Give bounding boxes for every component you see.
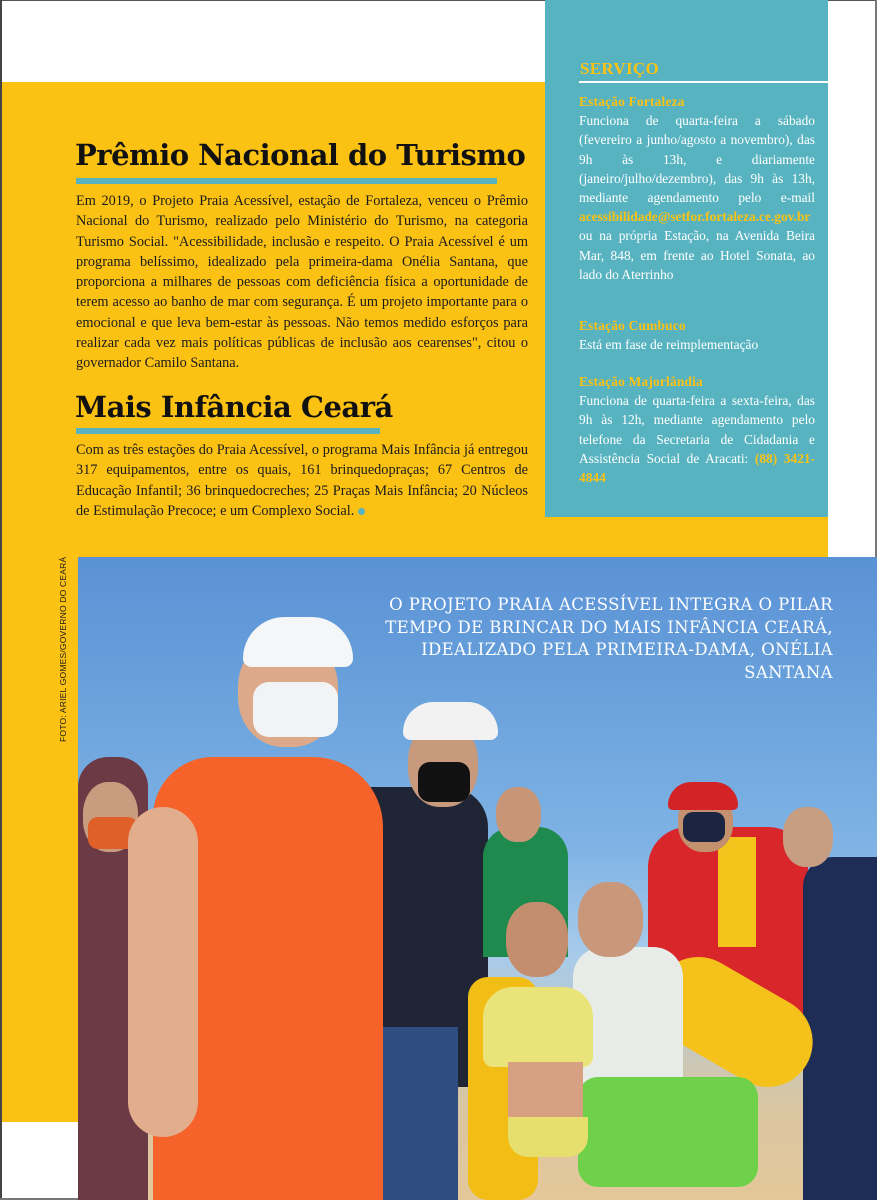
section-title-mais-infancia: Mais Infância Ceará xyxy=(75,390,393,424)
beach-photo xyxy=(78,557,877,1200)
station-text: Está em fase de reimplementação xyxy=(579,337,759,353)
man-jeans xyxy=(378,1027,458,1200)
station-fortaleza xyxy=(579,92,815,284)
girl-swimsuit-top xyxy=(483,987,593,1067)
man-cap xyxy=(403,702,498,740)
wheelchair-user-face xyxy=(578,882,643,957)
station-text: ou na própria Estação, na Avenida Beira Mar, 848, em frente ao Hotel Sonata, ao lado do Aterrinho xyxy=(579,228,815,282)
phone-number: (88) 3421-4844 xyxy=(579,450,816,486)
title-underline xyxy=(76,178,497,184)
spectator-right-face xyxy=(783,807,833,867)
girl-torso xyxy=(508,1062,583,1122)
station-name: Estação Majorlândia xyxy=(579,374,703,389)
girl-face xyxy=(506,902,568,977)
servico-title: SERVIÇO xyxy=(580,59,659,78)
station-majorlandia xyxy=(579,372,815,487)
email-link[interactable]: acessibilidade@setfor.fortaleza.ce.gov.br xyxy=(579,209,811,225)
servico-divider xyxy=(579,81,828,83)
girl-swimsuit-bottom xyxy=(508,1117,588,1157)
woman-arm xyxy=(128,807,198,1137)
woman-white-mask xyxy=(253,682,338,737)
lifeguard-red-cap xyxy=(668,782,738,810)
section-body-premio: Em 2019, o Projeto Praia Acessível, estação de Fortaleza, venceu o Prêmio Nacional do Turismo, realizado pelo Ministério do Turismo, na categoria Turismo Social. "Acessibilidade, inclusão e respeito. O Praia Acessível é um programa belíssimo, idealizado pela primeira-dama Onélia Santana, que proporciona a milhares de pessoas com deficiência física a oportunidade de terem acesso ao banho de mar com segurança. É um projeto importante para o emocional e que leva bem-estar às pessoas. Não temos medido esforços para realizar cada vez mais políticas públicas de inclusão aos cearenses", citou o governador Camilo Santana. xyxy=(76,193,528,372)
woman-white-cap xyxy=(243,617,353,667)
station-name: Estação Fortaleza xyxy=(579,94,685,109)
lifeguard-mask xyxy=(683,812,725,842)
photo-credit: FOTO: ARIEL GOMES/GOVERNO DO CEARÁ xyxy=(58,556,68,742)
section-body-mais-infancia xyxy=(76,440,528,521)
station-text: Funciona de quarta-feira a sábado (fevereiro a junho/agosto a novembro), das 9h às 13h, e diariamente (janeiro/julho/dezembro), das 9h às 13h, mediante agendamento pelo e-mail xyxy=(579,113,815,206)
photo-caption: O PROJETO PRAIA ACESSÍVEL INTEGRA O PILAR TEMPO DE BRINCAR DO MAIS INFÂNCIA CEARÁ, IDEALIZADO PELA PRIMEIRA-DAMA, ONÉLIA SANTANA xyxy=(385,595,833,682)
station-cumbuco xyxy=(579,316,815,354)
station-name: Estação Cumbuco xyxy=(579,318,686,333)
end-of-article-icon xyxy=(358,508,365,515)
green-shorts xyxy=(578,1077,758,1187)
spectator-right xyxy=(803,857,877,1200)
station-text: Funciona de quarta-feira a sexta-feira, das 9h às 12h, mediante agendamento pelo telefone da Secretaria de Cidadania e Assistência Social de Aracati: xyxy=(579,393,815,466)
man-black-mask xyxy=(418,762,470,802)
green-person-face xyxy=(496,787,541,842)
title-underline xyxy=(76,428,380,434)
section-body-text: Com as três estações do Praia Acessível, o programa Mais Infância já entregou 317 equipamentos, entre os quais, 161 brinquedopraças; 67 Centros de Educação Infantil; 36 brinquedocreches; 25 Praças Mais Infância; 20 Núcleos de Estimulação Precoce; e um Complexo Social. xyxy=(76,442,528,519)
lifeguard-stripe xyxy=(718,837,756,947)
section-title-premio: Prêmio Nacional do Turismo xyxy=(75,138,526,172)
